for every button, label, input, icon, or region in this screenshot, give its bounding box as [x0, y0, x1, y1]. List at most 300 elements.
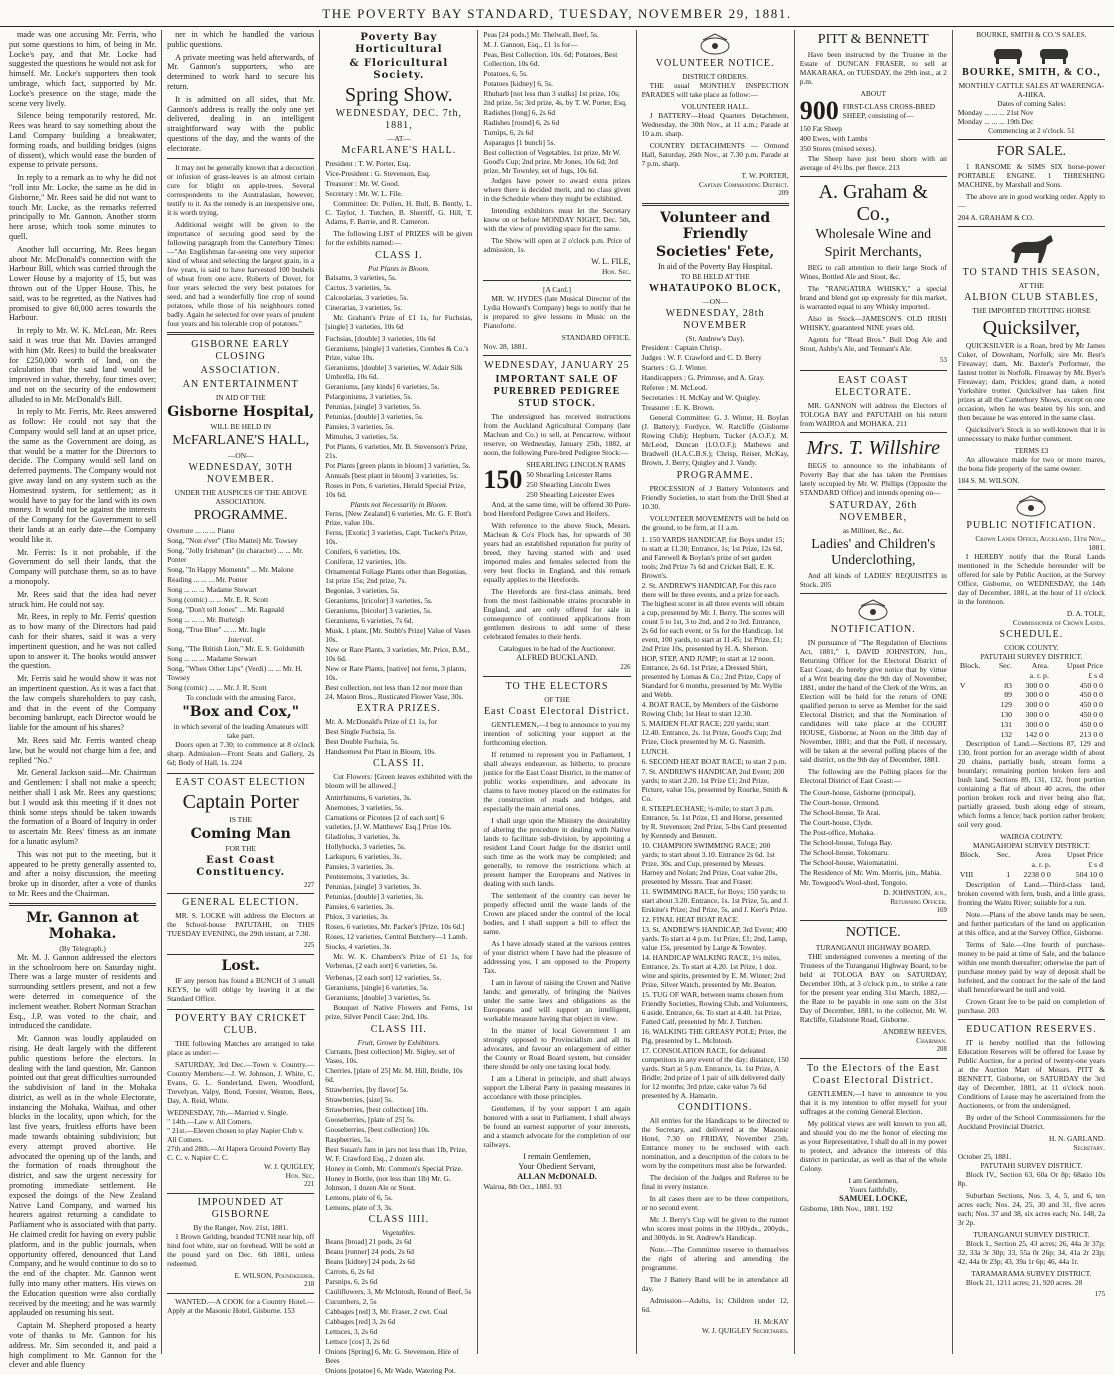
note-seed: Additional weight will be given to the importance of securing good seed by the following paragraph from the Canterbury Times:—"An Englishman far-seeing one very superior kind of wheat and selecting the largest grain, in a few years, is said to have harvested 100 bushels of wheat from one acre. Roberts of Dover, for four years selected the very best potatoes for seed, and had a wonderfully fine crop of sound potatoes, while those of his neighbours rotted badly. Again he selected for over years of prudent four years and his tolerable crop of potatoes.": [167, 219, 315, 328]
terms: TERMS £3: [1014, 446, 1049, 455]
list-item: Song, "Don't tell Jones" ... Mr. Ragnald: [167, 604, 284, 614]
fruit-heading: Fruit, Grown by Exhibitors.: [357, 1038, 441, 1047]
paragraph: ner in which he handled the various public questions.: [167, 30, 315, 49]
signature: H. McKAY W. J. QUIGLEY Secretaries.: [701, 1316, 789, 1335]
paragraph: The decision of the Judges and Referee to be final in every instance.: [641, 1172, 789, 1191]
list-item: Song, "True Blue" ... ... Mr. Ingle: [167, 624, 266, 634]
list-item: Radishes [long] 6, 2s 6d: [483, 108, 556, 117]
list-item: Stocks, 4 varieties, 3s.: [325, 942, 392, 951]
list-item: M. J. Gannon, Esq., £1 1s for—: [483, 40, 578, 49]
polling-places: [800, 788, 947, 887]
table-cell: £ s d: [1088, 860, 1103, 870]
description-land-2: Description of Land.—Third-class land, broken covered with fern, bush, and a little grass, fronting the Waitu River; suitable for a run.: [957, 879, 1105, 907]
divider: [958, 139, 1105, 140]
ladies-requisites: And all kinds of LADIES' REQUISITES in Stock. 205: [799, 570, 947, 589]
programme-list-2: [167, 644, 314, 692]
ad-under: UNDER THE AUSPICES OF THE ABOVE ASSOCIATION.: [174, 487, 307, 506]
conditions: [642, 1116, 789, 1314]
list-item: The Court-house, Ormond.: [799, 797, 880, 807]
ad-lost: [167, 958, 314, 1010]
list-item: LUNCH.: [641, 746, 669, 756]
paragraph: This was not put to the meeting, but it appeared to be pretty generally assented to, and after a noisy discussion, the meeting broke up in disorder, after a vote of thanks to Mr. Rees and the Chairman.: [9, 849, 157, 898]
ad-constituency: East Coast Constituency.: [196, 854, 286, 878]
list-item: Treasurer : E. K. Brown.: [641, 402, 715, 412]
list-item: Roses, 6 varieties, Mr. Packer's [Prize, 10s 6d.]: [325, 922, 465, 931]
above: The above are in good working order. Apply to—: [957, 192, 1105, 210]
willshire-title: Mrs. T. Willshire: [806, 436, 940, 459]
crown-lands-office: Crown Lands Office, Auckland, 11th Nov., 1881.: [975, 534, 1105, 552]
gannon-notice: MR. GANNON will address the Electors of TOLOGA BAY and PATUTAHI on his return from WAIROA and MOHAKA. 211: [799, 400, 947, 428]
fete-aid: In aid of the Poverty Bay Hospital.: [657, 261, 773, 271]
list-item: Song, "In Happy Moments" ... Mr. Malone: [167, 564, 294, 574]
beg: BEG to call attention to their large Stock of Wines, Bottled Ale and Stout, &c.: [799, 263, 947, 281]
public-notification: PUBLIC NOTIFICATION.: [966, 520, 1097, 531]
list-item: Geraniums, [bicolor] 3 varieties, 5s.: [325, 606, 432, 615]
education-reserves: EDUCATION RESERVES.: [966, 1023, 1097, 1035]
list-item: Hollyhocks, 3 varieties, 5s.: [325, 842, 406, 851]
paragraph: GENTLEMEN,—I beg to announce to you my intention of soliciting your support at the forthcoming election.: [483, 720, 631, 748]
ad-number: 221: [304, 1181, 315, 1189]
list-item: Pansies, 3 varieties, 5s.: [325, 422, 394, 431]
list-item: Lettuces, 3, 2s 6d: [325, 1327, 378, 1336]
signature: W. L. FILE,: [591, 257, 631, 266]
fete-committee: General Committee: G. J. Winter, H. Boylan (J. Battery); Fordyce, W. Ratcliffe (Gisborne Rowing Club); Hepburn, Tucker (A.O.F.); M. McLeod, Duncan (I.O.O.F.); Mathews and Bradwell (H.A.C.B.S.); Chrisp, Reiser, McKay, Brown, J. Berry, Quigley and J. Vandy.: [641, 412, 789, 467]
schedule-table-2: [958, 850, 1105, 879]
list-item: Peas [24 pods,] Mr. Thelwall, Beef, 5s.: [483, 30, 599, 39]
table-cell: a. r. p.: [1029, 670, 1049, 680]
fete-block: WHATAUPOKO BLOCK,: [649, 282, 782, 294]
signature: T. W. PORTER,: [741, 171, 789, 180]
list-item: Carnations or Picotees [2 of each sort] 6 varieties, [J. W. Matthews' Esq.] Prize 10s.: [325, 813, 452, 831]
servant: Your Obedient Servant,: [518, 1162, 596, 1172]
list-item: Song ... ... ... Madame Stewart: [167, 584, 257, 594]
divider: [958, 226, 1105, 227]
ad-body: IF any person has found a BUNCH of 3 small KEYS, he will oblige by leaving it at the Standard Office.: [167, 976, 315, 1004]
table-cell: 129: [1000, 700, 1013, 710]
ad-doors: Doors open at 7.30; to commence at 8 o'clock sharp. Admission—Front Seats and Gallery, 2s 6d; Body of Hall, 1s. 224: [167, 739, 315, 767]
article-rees-meeting: [9, 30, 156, 899]
ad-hall: McFARLANE'S HALL.: [341, 145, 457, 156]
signature: D. JOHNSTON, jun.,: [883, 887, 947, 897]
ad-number: 208: [936, 1045, 947, 1053]
list-item: Overture ... ... ... Piano: [167, 525, 235, 535]
prize-items-7: [325, 1237, 472, 1375]
list-item: The Residence of Mr. Wm. Morris, jun., Mahia.: [799, 867, 942, 877]
paragraph: Another lull occurring, Mr. Rees began about Mr. McDonald's connection with the Harbour Bill, which was carried through the Lower House by a majority of 15, but was thrown out of the Upper House. This, he said, was to be regretted, as the Natives had promised to give 60,000 acres towards the Harbour.: [9, 244, 157, 323]
class-2: CLASS II.: [372, 758, 425, 769]
list-item: The School-house, Tologa Bay.: [799, 837, 893, 847]
list-item: Calceolarias, 3 varieties, 5s.: [325, 293, 409, 302]
list-item: HOP, STEP, AND JUMP; to start at 12 noon. Entrance, 2s 6d. 1st Prize, a Dressed Shirt, presented by Lomas & Co.; 2nd Prize, Copy of Standard for 6 months, presented by Mr. Wyllie and Webb.: [641, 653, 783, 699]
signature: ALLAN McDONALD.: [517, 1171, 597, 1181]
table-row: [958, 671, 1105, 681]
list-item: 1. 150 YARDS HANDICAP, for Boys under 15; to start at 11.30; Entrance, 1s; 1st Prize, 12s 6d, and Farewell & Boylan's prize of set garden tools; 2nd Prize 7s 6d and Cricket Ball, E. K. Brown's.: [641, 534, 785, 580]
list-item: 2. St. ANDREW'S HANDICAP, For this race there will be three events, and a prize for each. The highest scorer in all three events will obtain a cup, presented by Mr. J. Berry. The scores will count 5 to 1st, 3 to 2nd, and 2 to 3rd. Entrance, 2s 6d for each event, or 5s for the Handicap. 1st event, 100 yards, to start at 11.45; 1st Prize, £1; 2nd Prize 10s, presented by H. A. Sherson.: [641, 580, 785, 653]
list-item: Honey in Bottle, (not less than 1lb) Mr. G. Johnson, 1 dozen Ale or Stout.: [325, 1174, 451, 1192]
signature: H. N. GARLAND.: [1048, 1133, 1105, 1143]
fete-officers: [642, 343, 789, 412]
list-item: Coniferæ, 12 varieties, 10s.: [325, 557, 407, 566]
list-item: 12. FINAL HEAT BOAT RACE.: [641, 914, 740, 924]
prize-items-3: [325, 509, 472, 701]
list-item: 13. St. ANDREW'S HANDICAP, 3rd Event; 400 yards. To start at 4 p.m. 1st Prize, £1; 2nd, Lamp, value 15s, presented by Large & Townley.: [641, 924, 788, 952]
programme-list: [167, 526, 314, 634]
sheep: FIRST-CLASS CROSS-BRED SHEEP, consisting of—: [842, 102, 936, 120]
ad-number: 218: [304, 1280, 315, 1288]
fete-on: —ON—: [702, 296, 728, 306]
table-cell: 132: [1000, 729, 1013, 739]
block-21: Block 21, 1211 acres; 21, 920 acres. 28: [965, 1277, 1083, 1287]
prize-list-intro: The following LIST of PRIZES will be given for the exhibits named:—: [325, 229, 473, 247]
bourke-smith: BOURKE, SMITH, & CO.,: [962, 67, 1101, 78]
list-item: SHEARLING LINCOLN RAMS: [526, 459, 626, 469]
column-4: [478, 30, 636, 1354]
fete-events: [642, 535, 789, 1100]
byline: (By Telegraph.): [59, 943, 106, 953]
list-item: Geraniums, [single] 3 varieties, Combes & Co.'s Prize, value 10s.: [325, 344, 469, 362]
table-cell: 213 0 0: [1079, 729, 1103, 739]
paragraph: made was one accusing Mr. Ferris, who put some questions to him, of being in Mr. Locke's pay, and that Mr. Locke had suggested the questions he would not ask for himself. Mr. Locke's supporters then took umbrage, which fact, supported by Mr. Locke's presence on the stage, made the scene very lively.: [9, 30, 157, 108]
masthead: THE POVERTY BAY STANDARD, TUESDAY, NOVEMBER 29, 1881.: [0, 0, 1114, 27]
ad-title: EAST COAST ELECTION: [175, 776, 306, 788]
table-cell: 130: [1000, 709, 1013, 719]
shorn: The Sheep have just been shorn with an average of 4½ lbs. per fleece. 213: [799, 154, 947, 172]
table-cell: a. r. p.: [1031, 860, 1051, 870]
am: I am Gentlemen,: [848, 1176, 898, 1186]
divider: [958, 489, 1105, 490]
ad-general-election: [167, 897, 314, 955]
list-item: Treasurer : Mr. W. Good.: [325, 179, 400, 188]
ad-programme: PROGRAMME.: [193, 507, 288, 523]
list-item: Annuals [best plant in bloom] 3 varieties, 5s.: [325, 471, 459, 480]
list-item: The School-house, Tokomaru.: [799, 847, 889, 857]
table-cell: 83: [1004, 680, 1013, 690]
ad-body: MR. S. LOCKE will address the Electors at the School-house PATUTAHI, on THIS TUESDAY EVENING, the 29th instant, at 7.30.: [167, 911, 315, 939]
list-item: 50 Shearling Leicester Rams: [526, 469, 612, 479]
list-item: The School-house, Waiomatatini.: [799, 857, 899, 867]
table-cell: 450 0 0: [1079, 719, 1103, 729]
list-item: 16. WALKING THE GREASY POLE; Prize, the Pig, presented by L. McIntosh.: [641, 1026, 787, 1045]
signature-title: Secretary.: [1073, 1142, 1105, 1152]
ad-date: WEDNESDAY, 30TH NOVEMBER.: [188, 461, 293, 485]
ransome: 1 RANSOME & SIMS SIX horse-power PORTABLE ENGINE. 1 THRESHING MACHINE, by Marshall and Sons.: [957, 162, 1105, 189]
article-gannon-body: [9, 953, 156, 1370]
cook-county: COOK COUNTY.: [1004, 643, 1059, 652]
divider: [800, 593, 947, 594]
table-cell: Area.: [1031, 661, 1049, 670]
sale-body: With reference to the above Stock, Messrs. Maclean & Co's Flock has, for upwards of 30 years had an established reputation for purity of breed, they having started with and used imported males and females selected from the very best flocks in England, and this remark equally applies to the Herefords.: [483, 520, 631, 584]
list-item: Handicappers : G. Primrose, and A. Gray.: [641, 372, 765, 382]
list-item: Song (comic) ... ... Mr. E. R. Scott: [167, 594, 269, 604]
list-item: Peas, Best Collection, 10s. 6d; Potatoes, Best Collection, 10s 6d.: [483, 50, 618, 68]
paragraph: GENTLEMEN,—I have to announce to you that it is my intention to offer myself for your suffrages at the coming General Election.: [799, 1089, 947, 1117]
list-item: Gladiolus, 3 varieties, 3s.: [325, 832, 401, 841]
list-item: Song, "Jolly Irishman" (in character) ... ... Mr. Ponter: [167, 545, 304, 564]
regulation-notice: IN pursuance of "The Regulation of Elections Act, 1881," I, DAVID JOHNSTON, Jun., Returning Officer for the Electoral District of East Coast, do hereby give notice that by virtue of a Writ bearing date the 9th day of November, 1881, under the hand of the Clerk of the Writs, an Election will be held for the return of ONE qualified person to serve as Member for the said Electoral District; and that the Nomination of candidates will take place at the COURT HOUSE, Gisborne, at Noon on the 30th day of November, 1881; and that the Poll, if necessary, will be taken at the several polling places of the said district, on the 9th day of December, 1881.: [799, 637, 947, 764]
rams-block: [483, 460, 630, 500]
divider: [483, 355, 630, 356]
table-row: [958, 700, 1105, 710]
paragraph: Mr. J. Berry's Cup will be given to the runner who scores most points in the 100yds., 200yds., and 300yds. in St. Andrew's Handicap.: [641, 1214, 789, 1242]
list-item: Larkspurs, 6 varieties, 3s.: [325, 852, 402, 861]
wairoa-county: WAIROA COUNTY.: [1000, 832, 1063, 842]
dated: Gisborne, 18th Nov., 1881. 192: [799, 1204, 893, 1214]
highway-board: TURANGANUI HIGHWAY BOARD.: [815, 942, 931, 952]
list-item: Asparagus [1 bunch] 5s.: [483, 138, 556, 147]
list-item: Secretaries : H. McKay and W. Quigley.: [641, 392, 761, 402]
list-item: Pansies, 3 varieties, 3s.: [325, 862, 394, 871]
column-1: [4, 30, 162, 1370]
ad-conclude: To conclude with the amusing Farce,: [186, 692, 296, 702]
ad-title: IMPOUNDED AT GISBORNE: [197, 1196, 284, 1220]
table-cell: 300 0 0: [1025, 719, 1049, 729]
list-item: Lettuce [cos] 3, 2s 6d: [325, 1337, 390, 1346]
sale-date: WEDNESDAY, JANUARY 25: [484, 359, 630, 371]
auctioneer: ALFRED BUCKLAND.: [516, 652, 598, 662]
not-in-bloom-heading: Plants not Necessarily in Bloom.: [350, 500, 448, 509]
list-item: Song ... ... ... Mr. Burleigh: [167, 614, 245, 624]
big-150: 150: [483, 464, 523, 494]
list-item: Referee : M. McLeod.: [641, 382, 708, 392]
ad-hall: McFARLANE'S HALL,: [172, 432, 310, 448]
list-item: Geraniums, [double] 3 varieties, 5s.: [325, 993, 431, 1002]
about: ABOUT: [860, 89, 886, 98]
list-item: Currants, [best collection] Mr. Sigley, set of Vases, 10s.: [325, 1047, 455, 1065]
allowance: An allowance made for two or more mares, the bona fide property of the same owner.: [957, 455, 1105, 473]
signature-title: Hon. Sec.: [601, 266, 631, 276]
list-item: Starters : G. J. Winter.: [641, 362, 708, 372]
monthly-sales: MONTHLY CATTLE SALES AT WAERENGA-A-HIKA.: [958, 81, 1105, 99]
ad-number: 93: [554, 1181, 562, 1191]
patutahi-district: PATUTAHI SURVEY DISTRICT.: [980, 652, 1083, 661]
ad-title: GENERAL ELECTION.: [182, 897, 300, 909]
willshire-as: as Milliner, &c., &c.: [842, 525, 904, 535]
block-1: Block I., Section 25, 43 acres; 26, 44a 3r 37p; 32, 33a 3r 30p; 33, 55a 0r 26p; 34, 41a 2r 23p; 42, 44a 0r 23p; 43, 39a 1r 6p; 46, 44a 1r.: [957, 1238, 1105, 1266]
list-item: Honey in Comb, Mr. Common's Special Prize.: [325, 1164, 463, 1173]
list-item: Reading ... ... ... Mr. Ponter: [167, 574, 248, 584]
list-item: Gooseberries, [best collection] 10s.: [325, 1125, 430, 1134]
quicksilver-known: Quicksilver's Stock is so well-known that it is unnecessary to make further comment.: [957, 425, 1105, 443]
fete-date: WEDNESDAY, 28th NOVEMBER: [665, 307, 765, 331]
ad-coming-man: Coming Man: [190, 825, 291, 842]
dated: Wairoa, 8th Oct., 1881. 93: [483, 1181, 562, 1191]
procession: PROCESSION of J Battery Volunteers and Friendly Societies, to start from the Drill Shed at 10.30.: [641, 483, 789, 511]
movements: VOLUNTEER MOVEMENTS will be held on the ground, to be firm, at 11 a.m.: [641, 513, 789, 532]
column-2: [162, 30, 320, 1354]
extra-prize-items: [325, 717, 472, 756]
block-4: Block IV., Section 63, 60a Or 8p; 68atio 10s 8p.: [957, 1169, 1105, 1188]
paragraph: Mr. Rees said Mr. Ferris wanted cheap law, but he would not charge him a fee, and replied "No.": [9, 735, 157, 765]
divider: [800, 370, 947, 371]
table-cell: [958, 690, 991, 700]
list-item: Lemons, plate of 3, 3s.: [325, 1203, 393, 1212]
table-cell: 450 0 0: [1079, 709, 1103, 719]
ad-saturday: SATURDAY, 3rd Dec.—Town v. Country.—Country Members:—J. W. Johnson, J. White, C. Evans, G. L. Sunderland, Ewen, Woodford, Trevelyan, Valpy, Bond, Forster, Weston, Rees, Day, A. Reid, White.: [167, 1060, 315, 1106]
locke-heading: To the Electors of the East Coast Electoral District.: [806, 1063, 940, 1087]
ad-at: —AT—: [386, 134, 411, 143]
table-cell: 131: [1000, 719, 1013, 729]
list-item: Antirrhinums, 6 varieties, 3s.: [325, 793, 412, 802]
list-item: Geraniums, [single] 6 varieties, 5s.: [325, 983, 429, 992]
table-cell: [958, 700, 991, 710]
officers-list: [325, 159, 472, 198]
committee: Committee: Dr. Pollen, H. Bull, B. Bently, L. C. Taylor, J. Tutchen, B. Sherriff, G. Hill, T. Adams, F. Barrie, and R. Cameron.: [325, 199, 473, 226]
list-item: Pelargoniums, 3 varieties, 5s.: [325, 392, 413, 401]
wholesale: Wholesale Wine and: [815, 227, 932, 242]
list-item: Phlox, 3 varieties, 3s.: [325, 912, 389, 921]
sale-body-2: The Herefords are first-class animals, bred from the most fashionable strains procurable in England, and are only offered for sale in consequence of continued applications from gentlemen desirous to add some of these celebrated females to their herds.: [483, 586, 631, 641]
list-item: 15. TUG OF WAR, between teams chosen from Friendly Societies, Rowing Club, and Volunteers, 6 aside. Entrance, 6s. To start at 4.40. 1st Prize, Fatted Calf, presented by Mr. J. Tutchen.: [641, 989, 788, 1026]
table-cell: 300 0 0: [1025, 680, 1049, 690]
divider: [483, 676, 630, 677]
quicksilver: Quicksilver,: [982, 317, 1081, 339]
heifers: And, at the same time, will be offered 30 Pure-bred Hereford Pedigree Cows and Heifers.: [483, 499, 631, 518]
list-item: Ferns, [Exotic] 3 varieties, Capt. Tucker's Prize, 10s.: [325, 528, 468, 546]
list-item: Petunias, [single] 3 varieties, 3s.: [325, 882, 422, 891]
list-item: Best Susan's Jam in jars not less than 1lb, Prize, W. F. Crawford Esq., 2 dozen ale.: [325, 1145, 467, 1163]
table-cell: Upset Price: [1066, 850, 1103, 860]
list-item: Vice-President : G. Stevenson, Esq.: [325, 169, 431, 178]
table-cell: 300 0 0: [1025, 690, 1049, 700]
list-item: Anemones, 3 varieties, 5s.: [325, 803, 404, 812]
sheep-list: [800, 124, 947, 153]
class-1: CLASS I.: [375, 250, 423, 261]
list-item: Geraniums, [any kinds] 6 varieties, 5s.: [325, 382, 440, 391]
albion-stables: ALBION CLUB STABLES,: [964, 292, 1099, 303]
paragraph: A private meeting was held afterwards, of Mr. Gannon's supporters, who are determined to work hard to secure his return.: [167, 52, 315, 91]
crown-grant: Crown Grant fee to be paid on completion of purchase. 203: [957, 996, 1105, 1015]
list-item: Song, "Non e'ver" (Tito Mattei) Mr. Towsey: [167, 535, 298, 545]
crest-icon: [695, 32, 735, 56]
list-item: Best collection, not less than 12 nor more than 24, Mason Bros., Rusticated Flower Vase, 30s.: [325, 683, 464, 701]
table-row: [958, 870, 1105, 880]
ad-cricket-club: [167, 1013, 314, 1194]
ad-body: By the Ranger, Nov. 21st, 1881.: [193, 1222, 289, 1232]
ad-l2: " 21st.—Eleven chosen to play Napier Club v. All Comers.: [167, 1126, 304, 1145]
column-5: [637, 30, 795, 1354]
list-item: Radishes [round] 6, 2s 6d: [483, 118, 560, 127]
ad-impounded: [167, 1197, 314, 1294]
ad-for-the: FOR THE: [225, 843, 256, 853]
at-the: AT THE: [1018, 281, 1044, 290]
willshire-date: SATURDAY, 26th NOVEMBER,: [829, 499, 918, 523]
description-land: Description of Land.—Sections 87, 129 and 130, front portion for an average width of about 20 chains, partially bush, stream forms a boundary; remaining portion broken fern and bush land. Sections 89, 131, 132, front portion containing a flat of about 40 acres, the other portion broken rock and river being also flat, partially grassed, bush along edge of stream, which forms a fence; back portion rather broken; soil very good.: [957, 739, 1105, 830]
bouquets: Bouquet of Native Flowers and Ferns, 1st prize, Silver Pencil Case; 2nd, 10s.: [325, 1003, 473, 1021]
crest-icon: [1011, 494, 1051, 518]
ad-signature: W. J. QUIGLEY,: [263, 1162, 315, 1172]
table-cell: Block.: [959, 850, 981, 860]
willshire-body: BEGS to announce to the inhabitants of Poverty Bay that she has taken the Premises lately occupied by Mr. W. Phillips (Opposite the STANDARD Office) and intends opening on—: [799, 460, 947, 497]
list-item: Cucumbers, 2, 5s: [325, 1297, 377, 1306]
list-item: 17. CONSOLATION RACE, for defeated competitors in any event of the day; distance, 150 yards. Start at 5 p.m. Entrance, 1s. 1st Prize, A Bridle; 2nd prize of 1 pair of silk delivered daily for 12 months; 3rd prize, cake value 7s 6d presented by A. Hamarin.: [641, 1045, 789, 1100]
ad-signature-title: Hon. Sec.: [285, 1171, 315, 1181]
district-orders: DISTRICT ORDERS.: [682, 72, 749, 81]
catalogues: Catalogues to be had of the Auctioneer.: [498, 643, 616, 653]
signature-title: Captain Commanding District.: [698, 180, 789, 189]
paragraph: I am in favour of raising the Crown and Native lands; and generally, of bringing the Natives under the same laws and obligations as the Europeans and will support an intelligent, workable measure having that object in view.: [483, 978, 631, 1024]
ad-is-the: IS THE: [229, 814, 253, 824]
list-item: Verbenas, [2 each sort] 12 varieties, 5s.: [325, 973, 442, 982]
table-cell: Block.: [959, 661, 981, 670]
list-item: Roses in Pots, 6 varieties, Herald Special Prize, 10s 6d.: [325, 481, 466, 499]
list-item: 6. SECOND HEAT BOAT RACE; to start 2 p.m.: [641, 756, 787, 766]
table-row: [958, 730, 1105, 740]
ad-farce: "Box and Cox,": [182, 703, 299, 720]
hereby-notify: I HEREBY notify that the Rural Lands mentioned in the Schedule hereunder will be offered for sale by Public Auction, at the Survey Office, Gisborne, on WEDNESDAY, the 14th day of December, 1881, at the hour of 11 o'clock in the forenoon.: [957, 552, 1105, 606]
list-item: Musk, 1 plant, [Mr. Stubb's Prize] Value of Vases 10s.: [325, 626, 471, 644]
divider: [642, 203, 789, 206]
list-item: Onions [potatoe] 6, Mr Wade, Watering Pot.: [325, 1366, 456, 1375]
list-item: The Court-house, Gisborne (principal).: [799, 787, 916, 797]
list-item: Geraniums, 6 varieties, 7s 6d.: [325, 616, 414, 625]
notification-heading: NOTIFICATION.: [830, 623, 916, 635]
list-item: Petunias, [double] 3 varieties, 3s.: [325, 892, 424, 901]
ad-aid: IN AID OF THE: [215, 392, 266, 402]
paragraph: Mr. Rees, in reply to Mr. Ferris' question as to how many of the Directors had paid cash for their shares, said it was a very impertinent question, and he was not called upon to answer it. The books would answer the question.: [9, 612, 157, 671]
chambers-prize: Mr. W. K. Chambers's Prize of £1 1s, for Verbenas, [2 each sort] 6 varieties, 5s.: [325, 952, 473, 970]
paragraph: In reply to Mr. W. K. McLean, Mr. Rees said it was true that Mr. Davies arranged with him (Mr. Rees) to build the breakwater for £250,000 worth of land, on the calculation that the said land would be improved in value, thereby, four times over; and not on the security of the endowment alluded to in Mr. McDonald's Bill.: [9, 326, 157, 404]
taramarama-district: TARAMARAMA SURVEY DISTRICT.: [971, 1268, 1092, 1278]
list-item: The School-house, Te Arai.: [799, 807, 881, 817]
quicksilver-desc: QUICKSILVER is a Roan, bred by Mr James Cuker, of Downham, Norfolk; sire Mr. Best's Fireaway; dam, Mr. Baxter's Performer, the fastest trotter in Norfolk. Fireaway by Mr. Byer's Fireaway; dam, Prickles; grand dam, a noted Yorkshire trotter. Quicksilver has taken first prizes at all the Canterbury Shows, except on one occasion, when he was beaten by his son, and then because he was entered in the same class.: [957, 341, 1105, 422]
graham-apply: 204 A. GRAHAM & CO.: [957, 213, 1034, 222]
edu-order: By order of the School Commissioners for the Auckland Provincial District.: [957, 1112, 1105, 1131]
list-item: Potatoes, 6, 5s.: [483, 69, 528, 78]
list-item: Cactus, 3 varieties, 5s.: [325, 283, 392, 292]
table-cell: 1: [1006, 869, 1011, 879]
paragraph: If returned to represent you in Parliament, I shall always endeavour, as hitherto, to procure justice for the East Coast District, in the matter of public works expenditure, and advocate its claims to have money placed on the estimates for the construction of roads and bridges, and especially the main arterial ones.: [483, 750, 631, 814]
agents: Agents for "Read Bros." Bull Dog Ale and Stout, Ashby's Ale, and Tennant's Ale.: [799, 335, 947, 353]
paragraph: In the matter of local Government I am strongly opposed to Provincialism and all its advocates, and favour an enlargement of either the County or Road Board system, but consider there should be only one taxing local body.: [483, 1026, 631, 1072]
yours: Yours faithfully,: [849, 1185, 898, 1195]
ad-wed: WEDNESDAY, 7th.—Married v. Single.: [167, 1108, 288, 1118]
column-3: [320, 30, 478, 1375]
table-cell: Sec.: [996, 850, 1011, 860]
divider: [800, 176, 947, 177]
monday-1: Monday ... ... ... 21st Nov: [957, 108, 1034, 117]
list-item: Cauliflowers, 3, Mr McIntosh, Round of Beef, 5s: [325, 1287, 472, 1296]
list-item: 250 Shearling Leicester Ewes: [526, 489, 615, 499]
ad-number: 227: [304, 881, 315, 889]
list-item: Gooseberries, [plate of 25] 5s.: [325, 1115, 415, 1124]
list-item: Ornamental Foliage Plants other than Begonias, 1st prize 15s; 2nd prize, 7s.: [325, 567, 467, 585]
volunteer-notice: VOLUNTEER NOTICE.: [655, 58, 775, 69]
list-item: President : Captain Chrisp.: [641, 342, 722, 352]
class-4: CLASS IIII.: [368, 1214, 430, 1225]
list-item: Song (comic) ... ... Mr. J. R. Scott: [167, 682, 267, 692]
east-coast-electorate: EAST COAST ELECTORATE.: [834, 374, 912, 398]
ad-horticultural-title-2: & Floricultural Society.: [349, 58, 449, 81]
monday-2: Monday ... ... ... 19th Dec: [957, 117, 1034, 126]
list-item: Pot Plants [green plants in bloom] 3 varieties, 5s.: [325, 461, 471, 470]
list-item: 400 Ewes, with Lambs: [799, 134, 868, 143]
ladies-underclothing: Ladies' and Children's Underclothing,: [811, 536, 936, 568]
locke-letter: [800, 1089, 947, 1173]
to-stand: TO STAND THIS SEASON,: [962, 267, 1101, 278]
signature-title: Returning Officer.: [890, 896, 947, 906]
extra-prizes: EXTRA PRIZES.: [356, 703, 441, 714]
pot-plants-heading: Pot Plants in Bloom.: [368, 264, 430, 273]
columns: [4, 30, 1110, 1375]
list-item: Cinerarias, 3 varieties, 5s.: [325, 303, 403, 312]
paragraph: The settlement of the country can never be properly effected until the waste lands of the Crown are placed under the control of the local bodies, and I shall support a bill to effect the same.: [483, 891, 631, 937]
list-item: The Court-house, Clyde.: [799, 817, 873, 827]
standard-office: STANDARD OFFICE.: [561, 332, 631, 342]
list-item: New or Rare Plants, [native] not ferns, 3 plants, 10s.: [325, 664, 467, 682]
table-cell: 2238 0 0: [1023, 869, 1051, 879]
signature: ANDREW REEVES,: [882, 1026, 947, 1036]
list-item: Secretary : Mr. W. L. File.: [325, 189, 403, 198]
